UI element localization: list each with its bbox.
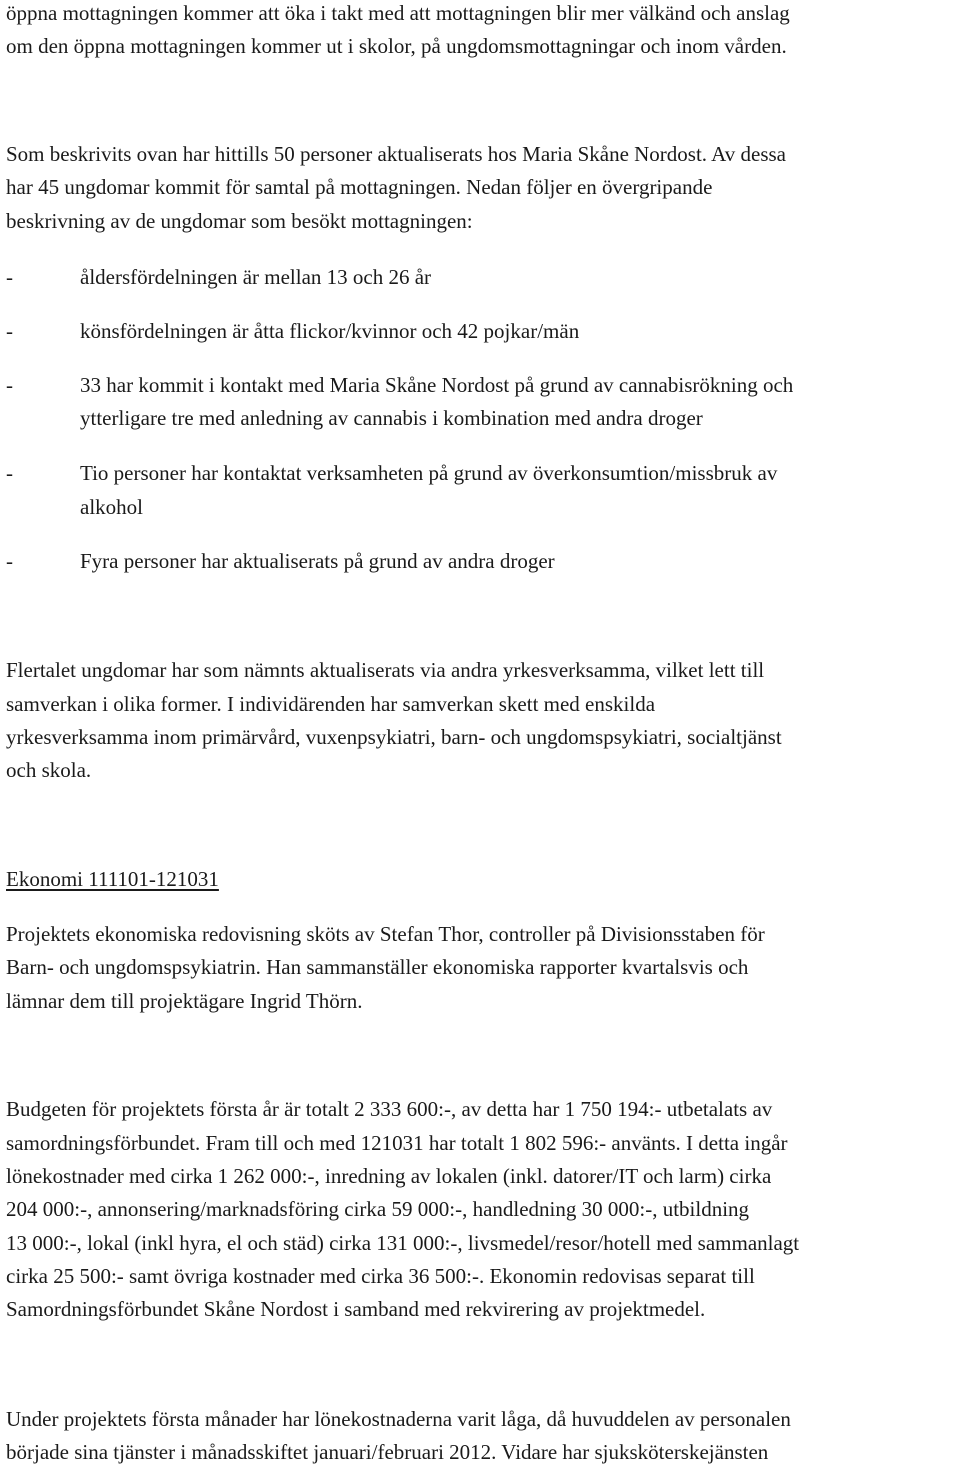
summary-line-2: har 45 ungdomar kommit för samtal på mottagningen. Nedan följer en övergripande xyxy=(6,175,713,199)
collaboration-line-3: yrkesverksamma inom primärvård, vuxenpsykiatri, barn- och ungdomspsykiatri, socialtjänst xyxy=(6,725,782,749)
economy-p1-line-3: lämnar dem till projektägare Ingrid Thörn. xyxy=(6,989,363,1013)
economy-p2-line-6: cirka 25 500:- samt övriga kostnader med cirka 36 500:-. Ekonomin redovisas separat till xyxy=(6,1264,755,1288)
economy-p2-line-3: lönekostnader med cirka 1 262 000:-, inredning av lokalen (inkl. datorer/IT och larm) cirka xyxy=(6,1164,772,1188)
economy-p2-line-2: samordningsförbundet. Fram till och med 121031 har totalt 1 802 596:- använts. I detta ingår xyxy=(6,1131,788,1155)
list-item-text: Fyra personer har aktualiserats på grund av andra droger xyxy=(80,549,555,573)
economy-p2-line-5: 13 000:-, lokal (inkl hyra, el och städ) cirka 131 000:-, livsmedel/resor/hotell med sammanlagt xyxy=(6,1231,800,1255)
economy-p1-line-2: Barn- och ungdomspsykiatrin. Han sammanställer ekonomiska rapporter kvartalsvis och xyxy=(6,955,749,979)
intro-line-2: om den öppna mottagningen kommer ut i skolor, på ungdomsmottagningar och inom vården. xyxy=(6,34,787,58)
list-marker: - xyxy=(6,265,13,289)
economy-heading: Ekonomi 111101-121031 xyxy=(6,867,219,891)
economy-p3-line-2: började sina tjänster i månadsskiftet januari/februari 2012. Vidare har sjuksköterskejänsten xyxy=(6,1440,769,1464)
summary-line-3: beskrivning av de ungdomar som besökt mottagningen: xyxy=(6,209,473,233)
summary-line-1: Som beskrivits ovan har hittills 50 personer aktualiserats hos Maria Skåne Nordost. Av dessa xyxy=(6,142,786,166)
list-item-text: alkohol xyxy=(80,495,143,519)
economy-p2-line-7: Samordningsförbundet Skåne Nordost i samband med rekvirering av projektmedel. xyxy=(6,1297,706,1321)
economy-p3-line-1: Under projektets första månader har lönekostnaderna varit låga, då huvuddelen av personalen xyxy=(6,1407,791,1431)
collaboration-line-2: samverkan i olika former. I individärenden har samverkan skett med enskilda xyxy=(6,692,656,716)
list-item-text: könsfördelningen är åtta flickor/kvinnor och 42 pojkar/män xyxy=(80,319,580,343)
list-marker: - xyxy=(6,461,13,485)
list-marker: - xyxy=(6,319,13,343)
list-item-text: åldersfördelningen är mellan 13 och 26 år xyxy=(80,265,432,289)
list-marker: - xyxy=(6,549,13,573)
collaboration-line-4: och skola. xyxy=(6,758,92,782)
economy-p2-line-1: Budgeten för projektets första år är totalt 2 333 600:-, av detta har 1 750 194:- utbetalats av xyxy=(6,1097,773,1121)
list-item-text: ytterligare tre med anledning av cannabis i kombination med andra droger xyxy=(80,406,703,430)
list-item-text: 33 har kommit i kontakt med Maria Skåne Nordost på grund av cannabisrökning och xyxy=(80,373,794,397)
economy-p1-line-1: Projektets ekonomiska redovisning sköts av Stefan Thor, controller på Divisionsstaben för xyxy=(6,922,765,946)
collaboration-line-1: Flertalet ungdomar har som nämnts aktualiserats via andra yrkesverksamma, vilket lett till xyxy=(6,658,765,682)
list-item-text: Tio personer har kontaktat verksamheten på grund av överkonsumtion/missbruk av xyxy=(80,461,778,485)
intro-line-1: öppna mottagningen kommer att öka i takt med att mottagningen blir mer välkänd och anslag xyxy=(6,1,790,25)
list-marker: - xyxy=(6,373,13,397)
economy-p2-line-4: 204 000:-, annonsering/marknadsföring cirka 59 000:-, handledning 30 000:-, utbildning xyxy=(6,1197,750,1221)
